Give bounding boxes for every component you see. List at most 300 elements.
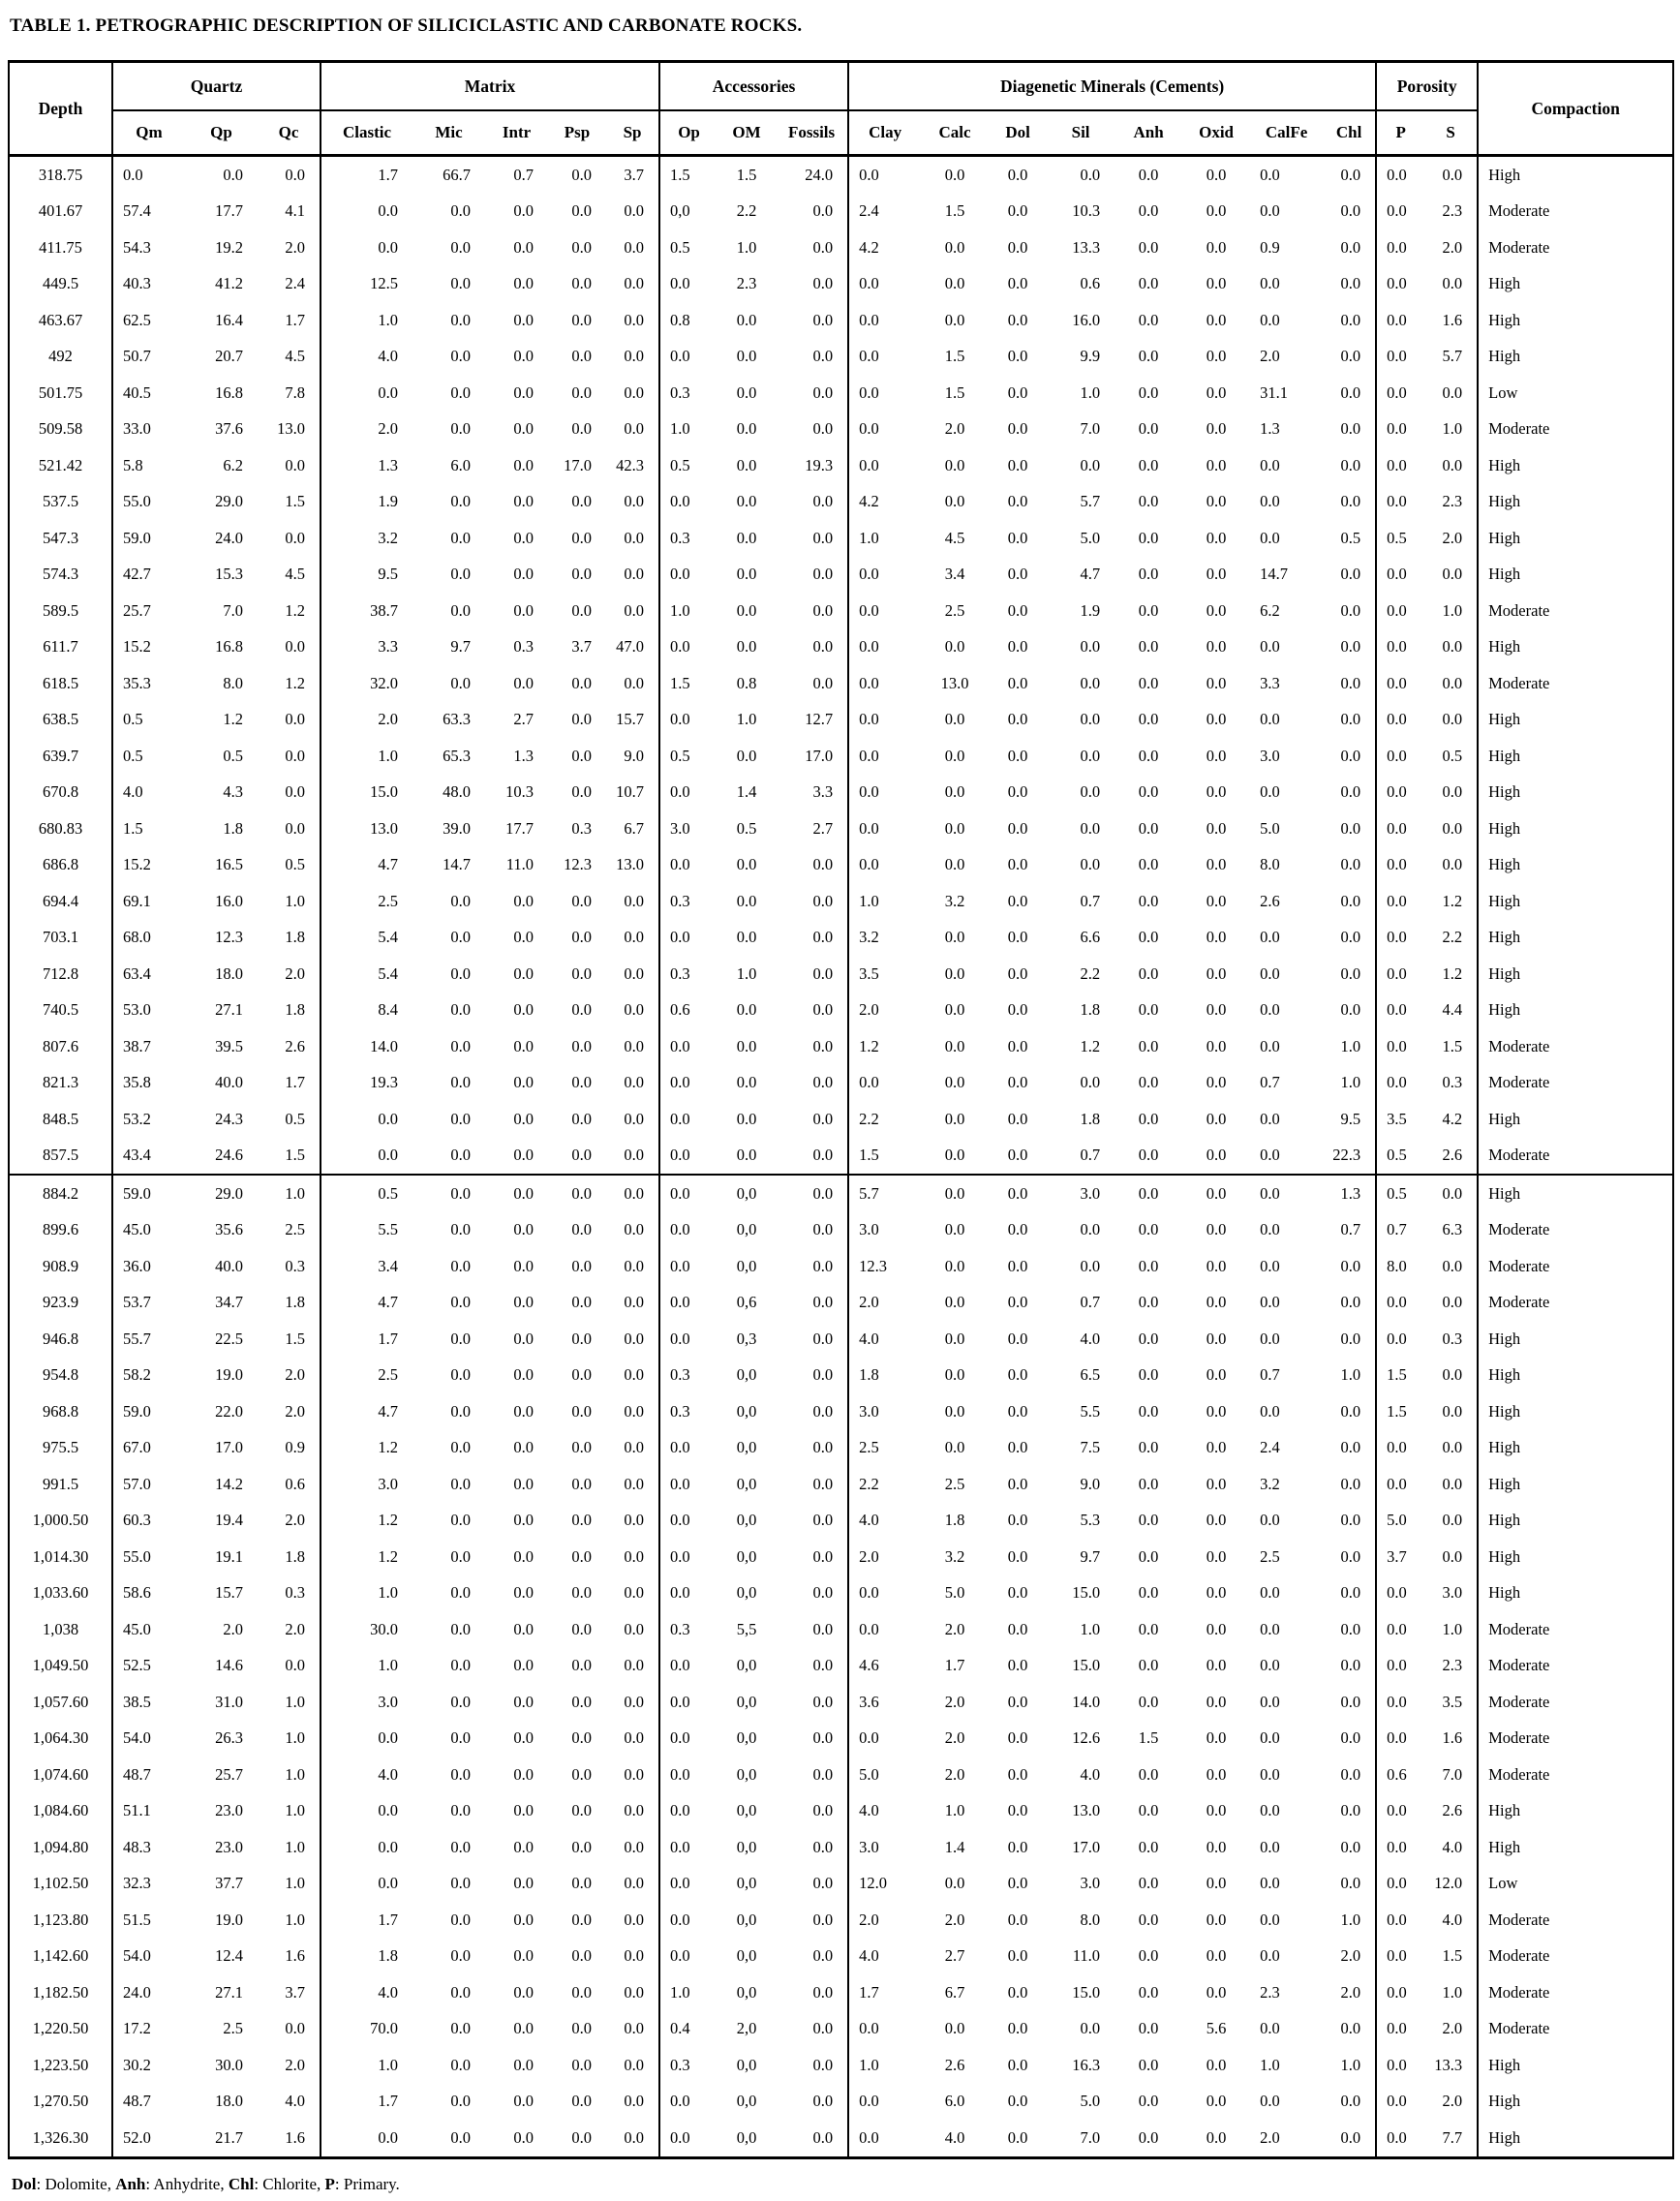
- cell: 0.0: [659, 1248, 718, 1285]
- cell: 0.0: [1007, 1293, 1028, 1312]
- cell: 5.7: [1080, 492, 1101, 511]
- cell: 1,220.50: [32, 2019, 89, 2038]
- cell: 9.7: [1080, 1546, 1101, 1566]
- cell: 0.0: [1340, 1801, 1361, 1820]
- cell: 0.0: [1260, 928, 1280, 947]
- cell: 3.2: [848, 920, 921, 957]
- cell: 0.0: [812, 565, 834, 584]
- cell: 0.0: [1376, 266, 1424, 303]
- footnote-abbr: Anh: [115, 2174, 146, 2193]
- cell: 0.0: [571, 1619, 593, 1638]
- cell: Moderate: [1478, 665, 1673, 702]
- cell: 0.0: [285, 165, 306, 184]
- cell: 0,0: [736, 1982, 757, 2002]
- cell: 0.0: [321, 1829, 412, 1866]
- cell: 0.0: [513, 455, 535, 474]
- cell: 27.1: [215, 1000, 243, 1020]
- cell: 9.5: [1340, 1109, 1361, 1128]
- cell: 0.0: [944, 1401, 965, 1421]
- cell: 0.3: [659, 883, 718, 920]
- cell: 0.0: [1138, 2092, 1159, 2111]
- cell: 0.0: [1206, 855, 1227, 874]
- table-row: [9, 302, 1673, 339]
- cell: 9.5: [321, 557, 412, 594]
- cell: Moderate: [1478, 1611, 1673, 1648]
- cell: 0.0: [1376, 993, 1424, 1029]
- cell: 4.0: [321, 339, 412, 376]
- cell: 13.3: [1072, 237, 1101, 257]
- cell: 0.0: [812, 1220, 834, 1239]
- cell: 0.0: [944, 637, 965, 657]
- cell: 0.0: [513, 1474, 535, 1493]
- cell: 1.0: [736, 710, 757, 729]
- cell: 1.8: [944, 1511, 965, 1530]
- cell: 3.3: [812, 782, 834, 802]
- cell: 0.0: [848, 156, 921, 194]
- cell: 0.0: [812, 1109, 834, 1128]
- cell: 0.0: [450, 1837, 472, 1856]
- cell: 0.0: [450, 528, 472, 547]
- cell: 0.5: [112, 702, 185, 739]
- cell: 0.0: [513, 1401, 535, 1421]
- cell: 4.7: [1080, 565, 1101, 584]
- cell: 0.0: [1206, 492, 1227, 511]
- cell: 0.0: [571, 1910, 593, 1929]
- cell: 1.5: [659, 156, 718, 194]
- cell: 0.0: [513, 1583, 535, 1603]
- cell: 62.5: [112, 302, 185, 339]
- cell: 0.0: [571, 673, 593, 692]
- cell: 1.2: [223, 710, 243, 729]
- cell: 0.0: [659, 2120, 718, 2157]
- cell: 0.0: [513, 1546, 535, 1566]
- cell: 0.0: [944, 492, 965, 511]
- table-row: [9, 2047, 1673, 2084]
- cell: 509.58: [38, 419, 83, 439]
- cell: 0.0: [1007, 274, 1028, 293]
- cell: 0.0: [1340, 928, 1361, 947]
- cell: 2.0: [285, 2055, 306, 2074]
- cell: 0.0: [736, 855, 757, 874]
- col-header-calfe: CalFe: [1250, 110, 1323, 156]
- cell: High: [1478, 302, 1673, 339]
- cell: 0.0: [944, 855, 965, 874]
- cell: High: [1478, 920, 1673, 957]
- cell: High: [1478, 520, 1673, 557]
- cell: 0,0: [736, 1910, 757, 1929]
- cell: 14.2: [215, 1474, 243, 1493]
- cell: 0.0: [624, 1837, 645, 1856]
- cell: 19.1: [215, 1546, 243, 1566]
- cell: 6.0: [450, 455, 472, 474]
- cell: 0.0: [848, 775, 921, 811]
- cell: 0.4: [659, 2011, 718, 2048]
- cell: 0.0: [1340, 237, 1361, 257]
- cell: 946.8: [42, 1329, 79, 1348]
- cell: 0.0: [1138, 1511, 1159, 1530]
- cell: 0.0: [1260, 1511, 1280, 1530]
- cell: 1,033.60: [32, 1583, 89, 1603]
- cell: 1.0: [321, 738, 412, 775]
- cell: 0.3: [659, 956, 718, 993]
- cell: 6.6: [1080, 928, 1101, 947]
- cell: 0.0: [571, 2055, 593, 2074]
- cell: 670.8: [42, 782, 79, 802]
- cell: 36.0: [112, 1248, 185, 1285]
- cell: 2.7: [944, 1946, 965, 1966]
- cell: 0.0: [1376, 1575, 1424, 1612]
- group-header-diagenetic-minerals: Diagenetic Minerals (Cements): [848, 62, 1376, 111]
- cell: 1.0: [659, 1974, 718, 2011]
- cell: 0.0: [1376, 194, 1424, 230]
- cell: 0.0: [513, 201, 535, 221]
- cell: 0.0: [450, 1656, 472, 1675]
- cell: 1.5: [944, 382, 965, 402]
- cell: 7.8: [285, 382, 306, 402]
- cell: 0.0: [1376, 412, 1424, 448]
- cell: 1.0: [1340, 1365, 1361, 1385]
- cell: 0.0: [571, 419, 593, 439]
- table-row: [9, 1321, 1673, 1358]
- cell: 0.0: [1376, 847, 1424, 884]
- cell: 0.0: [513, 1728, 535, 1748]
- cell: 3.2: [944, 891, 965, 910]
- cell: 13.0: [277, 419, 306, 439]
- cell: 401.67: [38, 201, 83, 221]
- cell: 19.0: [215, 1365, 243, 1385]
- cell: 0.0: [1340, 1728, 1361, 1748]
- cell: 0.0: [1340, 1329, 1361, 1348]
- cell: 0.0: [944, 1036, 965, 1055]
- cell: 1,123.80: [32, 1910, 89, 1929]
- table-row: [9, 1866, 1673, 1903]
- cell: 0.0: [1138, 1656, 1159, 1675]
- cell: 0.0: [450, 1619, 472, 1638]
- cell: High: [1478, 1829, 1673, 1866]
- cell: 4.5: [944, 528, 965, 547]
- cell: 4.5: [285, 347, 306, 366]
- cell: 1,064.30: [32, 1728, 89, 1748]
- cell: 0.0: [659, 266, 718, 303]
- cell: 0.0: [1340, 855, 1361, 874]
- cell: 1.5: [659, 665, 718, 702]
- cell: 0.0: [1376, 1285, 1424, 1322]
- cell: 0.0: [571, 1438, 593, 1457]
- cell: 58.6: [112, 1575, 185, 1612]
- col-header-om: OM: [718, 110, 776, 156]
- cell: 4.0: [848, 1793, 921, 1830]
- cell: 0.0: [1340, 891, 1361, 910]
- cell: 0.0: [1376, 1648, 1424, 1685]
- cell: 0.6: [285, 1474, 306, 1493]
- cell: 29.0: [185, 1175, 258, 1212]
- cell: 0.0: [1340, 201, 1361, 221]
- cell: 0.0: [1260, 782, 1280, 802]
- cell: 0.0: [571, 1583, 593, 1603]
- cell: 4.5: [285, 565, 306, 584]
- cell: 0.0: [1007, 165, 1028, 184]
- cell: 0.0: [1340, 1837, 1361, 1856]
- cell: 29.0: [215, 492, 243, 511]
- cell: 0,0: [736, 1474, 757, 1493]
- cell: 0.0: [1340, 782, 1361, 802]
- cell: 0.0: [571, 1728, 593, 1748]
- cell: 0.0: [571, 1220, 593, 1239]
- cell: 0.0: [571, 1656, 593, 1675]
- cell: 0.5: [1442, 746, 1463, 765]
- cell: 0.0: [1007, 492, 1028, 511]
- cell: Moderate: [1478, 1974, 1673, 2011]
- cell: 0.0: [624, 2019, 645, 2038]
- cell: 5.0: [848, 1757, 921, 1793]
- cell: 17.0: [1072, 1837, 1101, 1856]
- cell: 2.0: [1442, 2092, 1463, 2111]
- cell: Low: [1478, 1866, 1673, 1903]
- cell: 0.0: [513, 1946, 535, 1966]
- cell: 3.2: [321, 520, 412, 557]
- cell: 0.0: [812, 1619, 834, 1638]
- cell: 2.0: [944, 1692, 965, 1711]
- cell: 0.0: [571, 310, 593, 329]
- cell: 821.3: [42, 1073, 79, 1092]
- cell: 0.0: [1206, 2092, 1227, 2111]
- cell: 0.0: [450, 673, 472, 692]
- cell: High: [1478, 956, 1673, 993]
- cell: 0.0: [1138, 1910, 1159, 1929]
- cell: Moderate: [1478, 1065, 1673, 1102]
- cell: 0.0: [1007, 746, 1028, 765]
- table-row: [9, 1684, 1673, 1721]
- cell: 1,102.50: [32, 1874, 89, 1893]
- cell: 0.0: [1260, 1656, 1280, 1675]
- cell: 16.4: [215, 310, 243, 329]
- col-header-clastic: Clastic: [321, 110, 412, 156]
- cell: 908.9: [42, 1256, 79, 1275]
- cell: 0.0: [1206, 1474, 1227, 1493]
- cell: 0.0: [812, 855, 834, 874]
- cell: High: [1478, 1101, 1673, 1138]
- cell: 0.0: [848, 1065, 921, 1102]
- cell: 2.2: [848, 1466, 921, 1503]
- cell: 2.0: [285, 1365, 306, 1385]
- cell: 0.0: [1260, 2092, 1280, 2111]
- cell: 0.0: [1080, 1256, 1101, 1275]
- cell: 0.0: [1442, 1401, 1463, 1421]
- cell: 0.0: [848, 2011, 921, 2048]
- cell: 0.0: [624, 1438, 645, 1457]
- cell: 0.0: [1206, 201, 1227, 221]
- cell: 0.0: [659, 1575, 718, 1612]
- cell: 0.0: [450, 2055, 472, 2074]
- cell: 0.3: [659, 2047, 718, 2084]
- table-row: [9, 1285, 1673, 1322]
- cell: 2.0: [1340, 1946, 1361, 1966]
- cell: 991.5: [42, 1474, 79, 1493]
- cell: 0.0: [450, 1546, 472, 1566]
- cell: 0.0: [1007, 2019, 1028, 2038]
- cell: 10.7: [616, 782, 645, 802]
- cell: 0.0: [812, 600, 834, 620]
- cell: 0.0: [1080, 673, 1101, 692]
- cell: 0.0: [1007, 1365, 1028, 1385]
- cell: 0.0: [1376, 593, 1424, 629]
- cell: 0.0: [1340, 818, 1361, 838]
- col-header-chl: Chl: [1323, 110, 1376, 156]
- cell: 0.0: [812, 1073, 834, 1092]
- cell: 1.0: [1442, 600, 1463, 620]
- cell: 0.0: [1442, 382, 1463, 402]
- cell: 0.0: [989, 1175, 1047, 1212]
- cell: 0.0: [1206, 746, 1227, 765]
- cell: 2.0: [944, 419, 965, 439]
- cell: 1.0: [321, 1648, 412, 1685]
- cell: 0.0: [624, 1365, 645, 1385]
- cell: 0.0: [321, 1793, 412, 1830]
- cell: 0.0: [1007, 818, 1028, 838]
- cell: 13.0: [940, 673, 969, 692]
- cell: 0.0: [1206, 1837, 1227, 1856]
- cell: 0.0: [450, 274, 472, 293]
- cell: 0.5: [285, 855, 306, 874]
- cell: 52.0: [112, 2120, 185, 2157]
- cell: 0.0: [1340, 310, 1361, 329]
- col-header-qm: Qm: [112, 110, 185, 156]
- cell: 807.6: [42, 1036, 79, 1055]
- cell: 1.0: [1442, 1982, 1463, 2002]
- cell: 8.4: [321, 993, 412, 1029]
- cell: 0.0: [450, 1293, 472, 1312]
- table-row: [9, 1902, 1673, 1939]
- cell: 35.3: [112, 665, 185, 702]
- cell: 848.5: [42, 1109, 79, 1128]
- cell: 0.0: [624, 1329, 645, 1348]
- cell: 0.0: [1376, 956, 1424, 993]
- cell: 0.0: [944, 1874, 965, 1893]
- cell: 0.0: [1376, 629, 1424, 666]
- cell: 0.0: [571, 1982, 593, 2002]
- cell: 0.0: [1442, 1511, 1463, 1530]
- sub-header-row: [9, 110, 1673, 156]
- cell: 9.0: [624, 746, 645, 765]
- cell: 2.0: [285, 237, 306, 257]
- cell: 0.0: [1007, 1474, 1028, 1493]
- cell: 0.0: [944, 710, 965, 729]
- cell: 3.5: [1442, 1692, 1463, 1711]
- cell: 2.0: [285, 1619, 306, 1638]
- cell: 0.0: [1376, 702, 1424, 739]
- cell: 0.0: [1138, 237, 1159, 257]
- cell: 1.0: [1340, 1910, 1361, 1929]
- cell: 1.8: [1080, 1109, 1101, 1128]
- cell: 12.0: [848, 1866, 921, 1903]
- cell: 53.7: [112, 1285, 185, 1322]
- cell: 0.0: [812, 1438, 834, 1457]
- cell: 9.7: [450, 637, 472, 657]
- cell: 0.0: [659, 1793, 718, 1830]
- cell: 1.5: [944, 201, 965, 221]
- cell: 0.7: [1340, 1220, 1361, 1239]
- cell: 0.0: [1340, 963, 1361, 983]
- cell: 38.7: [112, 1028, 185, 1065]
- cell: 0.0: [450, 1329, 472, 1348]
- cell: 0.0: [659, 1902, 718, 1939]
- cell: 0.5: [1376, 520, 1424, 557]
- cell: 449.5: [42, 274, 79, 293]
- cell: 0.0: [513, 963, 535, 983]
- cell: 0.0: [571, 1801, 593, 1820]
- cell: 1.6: [1442, 1728, 1463, 1748]
- cell: 0.0: [1260, 201, 1280, 221]
- cell: 0.0: [1376, 883, 1424, 920]
- cell: 35.8: [112, 1065, 185, 1102]
- cell: 0.0: [659, 775, 718, 811]
- cell: 0.0: [1080, 637, 1101, 657]
- cell: 0.0: [812, 1801, 834, 1820]
- cell: 0.0: [1206, 382, 1227, 402]
- cell: 3.0: [848, 1829, 921, 1866]
- cell: 0.0: [812, 891, 834, 910]
- cell: 3.0: [1442, 1583, 1463, 1603]
- cell: High: [1478, 1539, 1673, 1575]
- cell: 0.0: [1260, 1220, 1280, 1239]
- cell: 0.0: [450, 1474, 472, 1493]
- cell: 0.0: [1206, 1874, 1227, 1893]
- cell: 0.0: [1138, 419, 1159, 439]
- cell: 15.2: [112, 847, 185, 884]
- cell: Moderate: [1478, 1757, 1673, 1793]
- cell: 34.7: [215, 1293, 243, 1312]
- cell: 0.0: [1007, 201, 1028, 221]
- cell: 2.0: [944, 1619, 965, 1638]
- cell: 17.2: [112, 2011, 185, 2048]
- cell: 19.2: [215, 237, 243, 257]
- table-row: [9, 194, 1673, 230]
- cell: 0.0: [659, 1212, 718, 1249]
- cell: 0.0: [624, 2092, 645, 2111]
- cell: 0.0: [571, 492, 593, 511]
- cell: 0.7: [513, 165, 535, 184]
- cell: 0.0: [1138, 310, 1159, 329]
- cell: 0.0: [736, 565, 757, 584]
- table-row: [9, 1065, 1673, 1102]
- cell: 0.0: [1138, 1146, 1159, 1165]
- footnote-abbr: P: [324, 2174, 335, 2193]
- cell: 0.0: [624, 1146, 645, 1165]
- cell: 0.0: [450, 2127, 472, 2147]
- cell: 0.0: [1080, 1220, 1101, 1239]
- cell: 0.0: [285, 746, 306, 765]
- cell: 8.0: [223, 673, 243, 692]
- cell: 1.0: [285, 891, 306, 910]
- cell: 537.5: [42, 492, 79, 511]
- cell: 4.0: [944, 2127, 965, 2147]
- cell: 0.0: [659, 1829, 718, 1866]
- cell: 0.0: [285, 1656, 306, 1675]
- cell: 0.0: [1442, 673, 1463, 692]
- cell: 0.5: [736, 818, 757, 838]
- cell: 0,0: [736, 1801, 757, 1820]
- cell: 16.0: [215, 891, 243, 910]
- cell: 0.0: [1138, 600, 1159, 620]
- col-header-compaction: Compaction: [1478, 62, 1673, 156]
- cell: 0.0: [1340, 1000, 1361, 1020]
- cell: 0.0: [571, 1146, 593, 1165]
- table-row: [9, 629, 1673, 666]
- cell: 0.0: [1260, 963, 1280, 983]
- cell: 0.0: [513, 492, 535, 511]
- col-header-s: S: [1424, 110, 1478, 156]
- cell: 0.0: [1260, 1764, 1280, 1784]
